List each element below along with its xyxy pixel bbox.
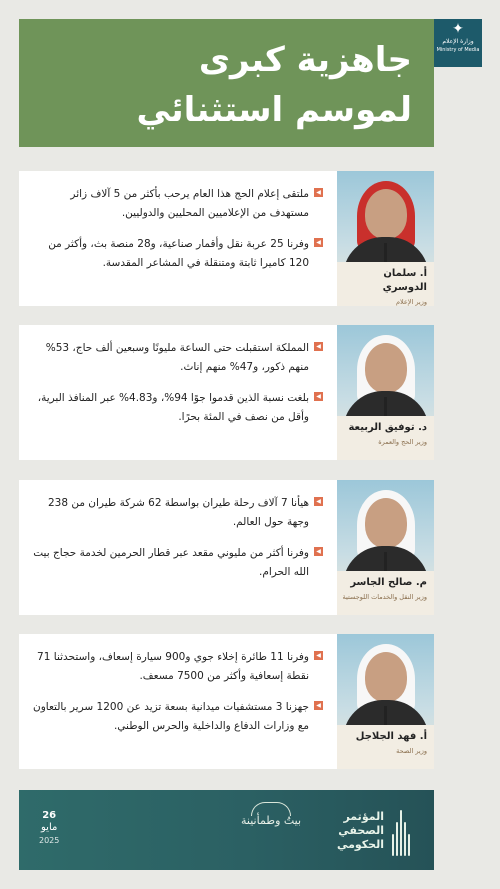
minister-name: أ. فهد الجلاجل	[355, 731, 427, 742]
statement-list	[28, 339, 323, 439]
list-item: ◀ المملكة استقبلت حتى الساعة مليونًا وسبعين ألف حاج، 53% منهم ذكور، و47% منهم إناث.	[28, 339, 323, 377]
statement-list	[28, 494, 323, 594]
arrow-bullet-icon: ◀	[314, 701, 323, 710]
minister-name: م. صالح الجاسر	[350, 577, 427, 588]
date-year: 2025	[39, 836, 60, 845]
arrow-bullet-icon: ◀	[314, 497, 323, 506]
statement-list	[28, 648, 323, 748]
list-item: ◀ وفرنا 11 طائرة إخلاء جوي و900 سيارة إسعاف، واستحدثنا 71 نقطة إسعافية وأكثر من 7500 مسعف.	[28, 648, 323, 686]
date-block	[39, 810, 59, 848]
arrow-bullet-icon: ◀	[314, 392, 323, 401]
logo-arabic-text: وزارة الإعلام	[442, 38, 474, 45]
minister-role: وزير الصحة	[396, 747, 427, 755]
minister-name: د. توفيق الربيعة	[348, 422, 427, 433]
title-line-1: جاهزية كبرى	[198, 40, 412, 80]
statement-list	[28, 185, 323, 285]
minister-card	[19, 325, 434, 460]
list-item: ◀ بلغت نسبة الذين قدموا جوًا 94%، و4.83% عبر المنافذ البرية، وأقل من نصف في المئة بحرًا.	[28, 389, 323, 427]
arrow-bullet-icon: ◀	[314, 651, 323, 660]
conference-bars-icon	[392, 804, 414, 856]
list-item: ◀ جهزنا 3 مستشفيات ميدانية بسعة تزيد عن 1200 سرير بالتعاون مع وزارات الدفاع والداخلية والحرس الوطني.	[28, 698, 323, 736]
list-item: ◀ وفرنا أكثر من مليوني مقعد عبر قطار الحرمين لخدمة حجاج بيت الله الحرام.	[28, 544, 323, 582]
arrow-bullet-icon: ◀	[314, 238, 323, 247]
date-day: 26	[42, 810, 57, 821]
title-banner	[19, 19, 434, 147]
minister-role: وزير النقل والخدمات اللوجستية	[342, 593, 427, 601]
arrow-bullet-icon: ◀	[314, 547, 323, 556]
arrow-bullet-icon: ◀	[314, 188, 323, 197]
minister-role: وزير الإعلام	[395, 298, 427, 306]
list-item: ◀ وفرنا 25 عربة نقل وأقمار صناعية، و28 منصة بث، وأكثر من 120 كاميرا ثابتة ومتنقلة في المشاعر المقدسة.	[28, 235, 323, 273]
minister-card	[19, 634, 434, 769]
minister-photo	[337, 634, 434, 769]
arrow-bullet-icon: ◀	[314, 342, 323, 351]
minister-photo	[337, 171, 434, 306]
logo-english-text: Ministry of Media	[436, 47, 480, 53]
minister-photo	[337, 480, 434, 615]
minister-card	[19, 171, 434, 306]
list-item: ◀ هيأنا 7 آلاف رحلة طيران بواسطة 62 شركة طيران من 238 وجهة حول العالم.	[28, 494, 323, 532]
minister-photo	[337, 325, 434, 460]
minister-role: وزير الحج والعمرة	[378, 438, 427, 446]
title-line-2: لموسم استثنائي	[136, 90, 412, 130]
conference-title: المؤتمر الصحفي الحكومي	[336, 810, 384, 851]
ministry-logo	[434, 19, 482, 67]
minister-card	[19, 480, 434, 615]
campaign-brand: بيتُ وطمأنينة	[241, 814, 302, 827]
list-item: ◀ ملتقى إعلام الحج هذا العام يرحب بأكثر من 5 آلاف زائر مستهدف من الإعلاميين المحليين والدوليين.	[28, 185, 323, 223]
minister-name: أ. سلمان الدوسري	[382, 268, 427, 293]
palm-swords-emblem-icon: ✦	[452, 21, 464, 37]
footer-bar	[19, 790, 434, 870]
date-month: مايو	[41, 822, 58, 833]
